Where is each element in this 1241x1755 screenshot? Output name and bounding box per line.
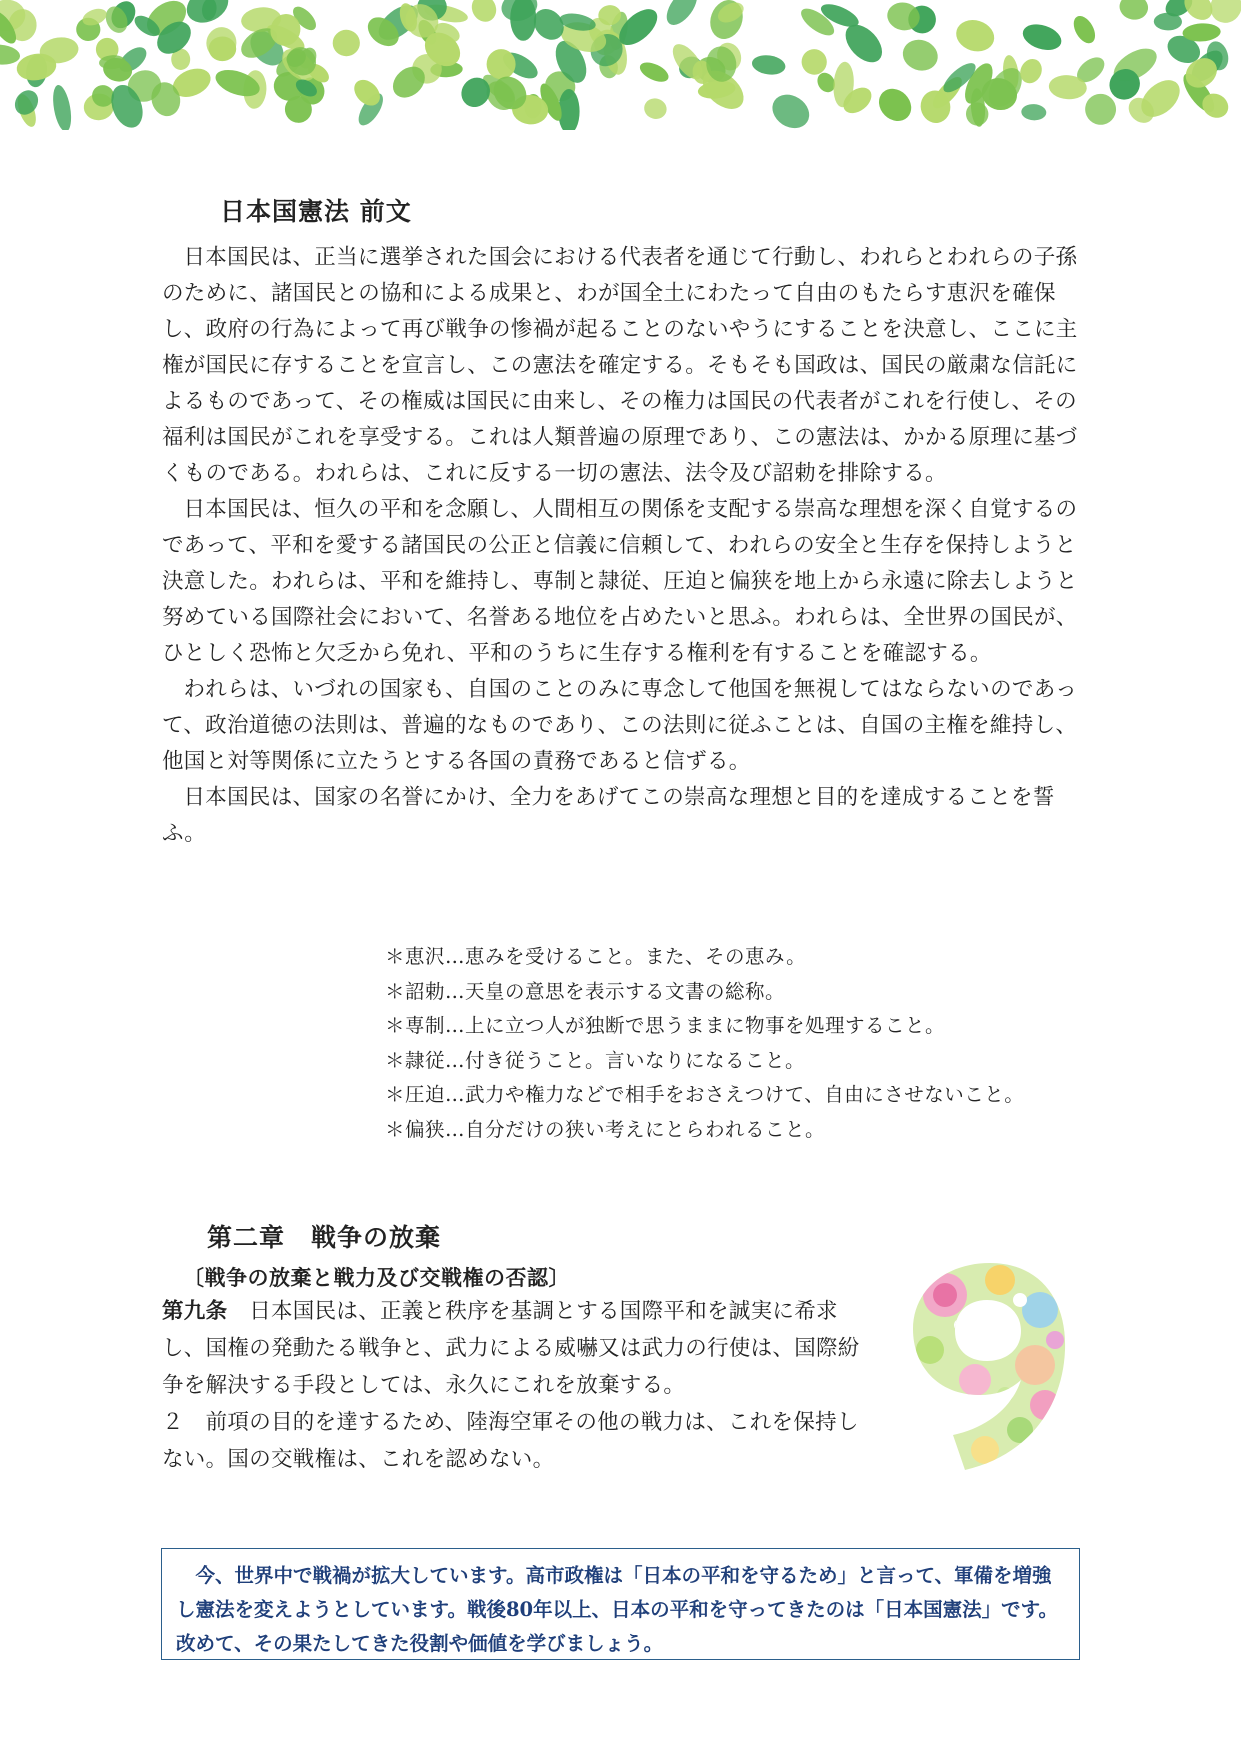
leaf-shape <box>637 59 672 86</box>
preamble-paragraph: われらは、いづれの国家も、自国のことのみに専念して他国を無視してはならないのであって、政治道徳の法則は、普遍的なものであり、この法則に従ふことは、自国の主権を維持し、他国と対等関係に立たうとする各国の責務であると信ずる。 <box>162 677 1078 774</box>
glossary-note: ＊詔勅…天皇の意思を表示する文書の総称。 <box>385 979 786 1003</box>
leaf-shape <box>1021 103 1047 120</box>
leaf-shape <box>799 47 829 77</box>
floral-nine-illustration <box>905 1255 1070 1475</box>
glossary-note: ＊偏狭…自分だけの狭い考えにとらわれること。 <box>385 1117 826 1141</box>
leaf-shape <box>1117 0 1150 22</box>
leaf-shape <box>1020 20 1065 55</box>
preamble-title: 日本国憲法 前文 <box>220 197 412 226</box>
glossary-notes <box>385 940 1024 1147</box>
leaf-shape <box>487 49 516 79</box>
leaf-shape <box>642 96 669 122</box>
leaf-shape <box>872 82 917 127</box>
glossary-note: ＊隷従…付き従うこと。言いなりになること。 <box>385 1048 806 1072</box>
chapter-title: 第二章 戦争の放棄 <box>207 1223 442 1252</box>
leaf-shape <box>0 43 21 66</box>
leaf-shape <box>766 88 815 130</box>
glossary-note: ＊圧迫…武力や権力などで相手をおさえつけて、自由にさせないこと。 <box>385 1083 1025 1106</box>
glossary-note: ＊専制…上に立つ人が独断で思うままに物事を処理すること。 <box>385 1014 946 1037</box>
message-box <box>161 1548 1080 1660</box>
leaf-garland-decoration <box>0 0 1241 130</box>
preamble-body <box>162 240 1082 852</box>
article-number: 第九条 <box>162 1299 228 1324</box>
article-subtitle: 〔戦争の放棄と戦力及び交戦権の否認〕 <box>183 1266 570 1290</box>
preamble-paragraph: 日本国民は、正当に選挙された国会における代表者を通じて行動し、われらとわれらの子孫のために、諸国民との協和による成果と、わが国全土にわたって自由のもたらす恵沢を確保し、政府の行為によって再び戦争の惨禍が起ることのないやうにすることを決意し、ここに主権が国民に存することを宣言し、この憲法を確定する。そもそも国政は、国民の厳粛な信託によるものであって、その権威は国民に由来し、その権力は国民の代表者がこれを行使し、その福利は国民がこれを享受する。これは人類普遍の原理であり、この憲法は、かかる原理に基づくものである。われらは、これに反する一切の憲法、法令及び詔勅を排除する。 <box>162 245 1078 486</box>
leaf-shape <box>751 53 787 76</box>
leaf-shape <box>952 15 998 56</box>
article-nine-paragraph <box>162 1293 867 1404</box>
preamble-paragraph: 日本国民は、恒久の平和を念願し、人間相互の関係を支配する崇高な理想を深く自覚するのであって、平和を愛する諸国民の公正と信義に信頼して、われらの安全と生存を保持しようと決意した。われらは、平和を維持し、専制と隷従、圧迫と偏狭を地上から永遠に除去しようと努めている国際社会において、名誉ある地位を占めたいと思ふ。われらは、全世界の国民が、ひとしく恐怖と欠乏から免れ、平和のうちに生存する権利を有することを確認する。 <box>162 497 1078 666</box>
article-nine <box>162 1293 867 1478</box>
leaf-shape <box>332 30 360 57</box>
glossary-note: ＊恵沢…恵みを受けること。また、その恵み。 <box>385 945 807 968</box>
leaf-shape <box>1069 12 1099 47</box>
article-nine-clause-2: ２ 前項の目的を達するため、陸海空軍その他の戦力は、これを保持しない。国の交戦権は、これを認めない。 <box>162 1410 859 1472</box>
preamble-paragraph: 日本国民は、国家の名誉にかけ、全力をあげてこの崇高な理想と目的を達成することを誓ふ。 <box>162 785 1055 846</box>
leaf-shape <box>181 0 234 29</box>
leaf-shape <box>50 84 74 130</box>
leaf-shape <box>899 35 942 75</box>
message-text: 今、世界中で戦禍が拡大しています。高市政権は「日本の平和を守るため」と言って、軍備を増強し憲法を変えようとしています。戦後80年以上、日本の平和を守ってきたのは「日本国憲法」です。改めて、その果たしてきた役割や価値を学びましょう。 <box>176 1564 1059 1655</box>
leaf-shape <box>10 86 43 120</box>
article-text: 日本国民は、正義と秩序を基調とする国際平和を誠実に希求し、国権の発動たる戦争と、武力による威嚇又は武力の行使は、国際紛争を解決する手段としては、永久にこれを放棄する。 <box>162 1299 860 1398</box>
leaf-shape <box>661 0 703 30</box>
leaf-shape <box>467 0 500 26</box>
